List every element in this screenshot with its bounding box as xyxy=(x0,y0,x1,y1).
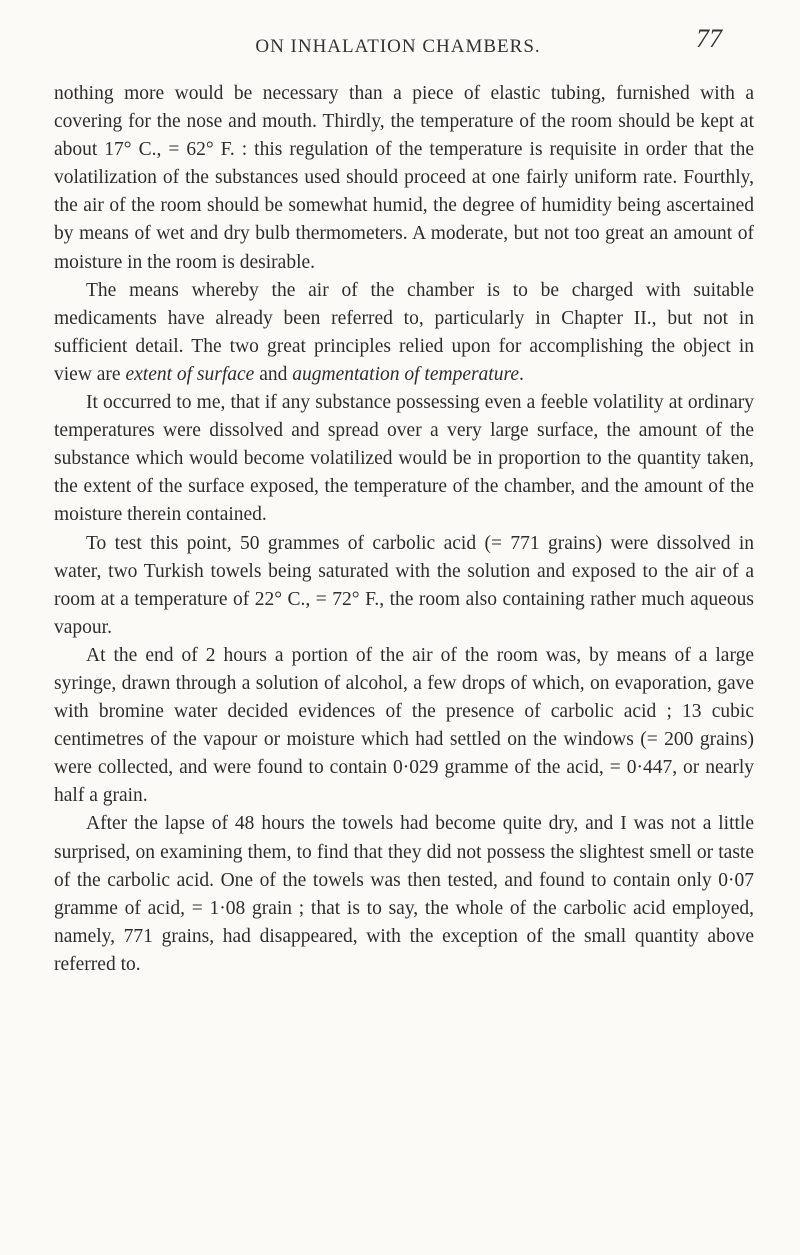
page-number: 77 xyxy=(696,24,722,53)
paragraph-2-text: The means whereby the air of the chamber is to be charged with suitable medicaments have already been referred to, particularly in Chapter II., but not in sufficient detail. The two great principles relied upon for accomplishing the object in view are xyxy=(54,279,754,385)
paragraph-2 xyxy=(54,277,754,389)
paragraph-5: At the end of 2 hours a portion of the air of the room was, by means of a large syringe, drawn through a solution of alcohol, a few drops of which, on evaporation, gave with bromine water decided evidences of the presence of carbolic acid ; 13 cubic centimetres of the vapour or moisture which had settled on the windows (= 200 grains) were collected, and were found to contain 0·029 gramme of the acid, = 0·447, or nearly half a grain. xyxy=(54,644,754,807)
paragraph-1: nothing more would be necessary than a piece of elastic tubing, furnished with a covering for the nose and mouth. Thirdly, the temperature of the room should be kept at about 17° C., = 62° F. : this regulation of the temperature is requisite in order that the volatilization of the substances used should proceed at one fairly uniform rate. Fourthly, the air of the room should be somewhat humid, the degree of humidity being ascertained by means of wet and dry bulb thermometers. A moderate, but not too great an amount of moisture in the room is desirable. xyxy=(54,83,754,273)
paragraph-3: It occurred to me, that if any substance possessing even a feeble volatility at ordinary temperatures were dissolved and spread over a very large surface, the amount of the substance which would become volatilized would be in proportion to the quantity taken, the extent of the surface exposed, the temperature of the chamber, and the amount of the moisture therein contained. xyxy=(54,392,754,526)
body-text xyxy=(54,80,754,979)
paragraph-2-end: . xyxy=(519,363,524,385)
paragraph-2-italic-augmentation: augmentation of temperature xyxy=(292,363,519,385)
paragraph-4: To test this point, 50 grammes of carbolic acid (= 771 grains) were dissolved in water, two Turkish towels being saturated with the solution and exposed to the air of a room at a temperature of 22° C., = 72° F., the room also containing rather much aqueous vapour. xyxy=(54,532,754,638)
paragraph-6: After the lapse of 48 hours the towels had become quite dry, and I was not a little surprised, on examining them, to find that they did not possess the slightest smell or taste of the carbolic acid. One of the towels was then tested, and found to contain only 0·07 gramme of acid, = 1·08 grain ; that is to say, the whole of the carbolic acid employed, namely, 771 grains, had disappeared, with the exception of the small quantity above referred to. xyxy=(54,813,754,975)
paragraph-2-italic-extent: extent of surface xyxy=(125,363,255,385)
running-head xyxy=(0,20,800,70)
paragraph-2-connector: and xyxy=(254,363,293,385)
running-title: ON INHALATION CHAMBERS. xyxy=(255,36,541,57)
